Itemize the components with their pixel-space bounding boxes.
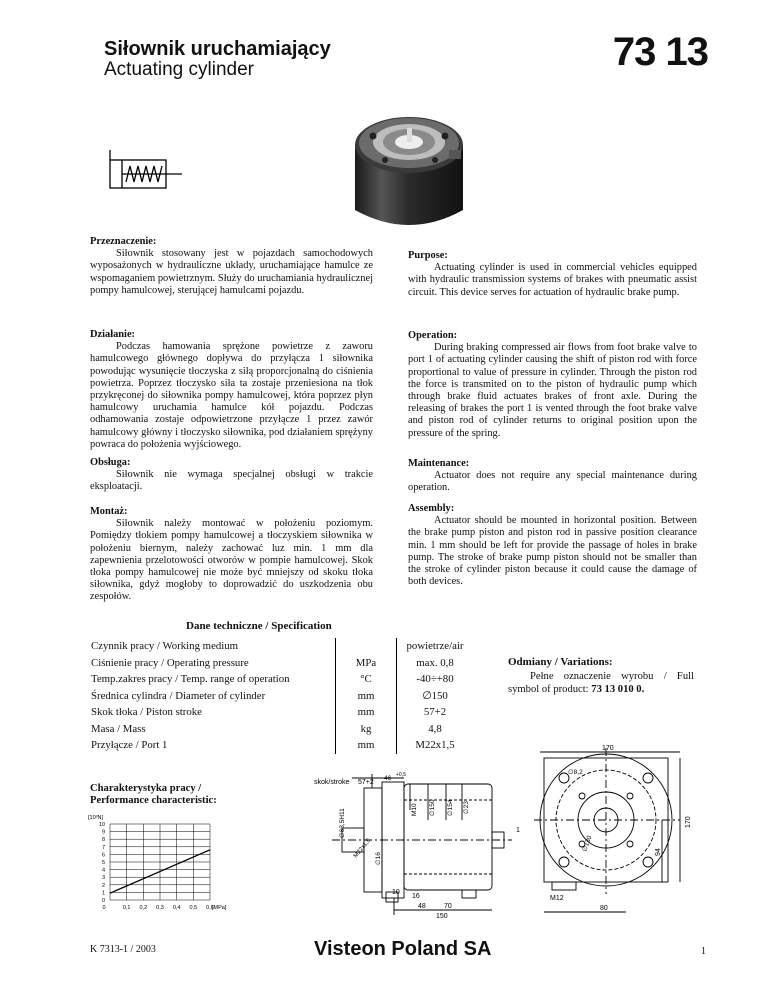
spec-unit: mm	[336, 737, 397, 754]
spec-value: 4,8	[428, 722, 442, 735]
spec-row	[87, 655, 473, 672]
company-name: Visteon Poland SA	[314, 938, 492, 960]
dim-23: ∅23	[463, 801, 470, 814]
dim-port-1: 1	[516, 827, 520, 834]
spec-row	[87, 671, 473, 688]
dim-16: 16	[412, 893, 420, 900]
dim-130: ∅130	[581, 834, 594, 853]
spec-value: M22x1,5	[415, 739, 455, 752]
spec-value: 57+2	[423, 706, 447, 719]
y-axis-label: [10³N]	[88, 815, 103, 821]
dim-m22: M22x1,5	[352, 837, 373, 860]
dim-m10: M10	[411, 803, 418, 816]
spec-unit: MPa	[336, 655, 397, 672]
spec-unit: °C	[336, 671, 397, 688]
dim-46: 46	[384, 775, 392, 782]
dim-170-height: 170	[685, 816, 692, 828]
section-maintenance-en	[408, 458, 697, 503]
performance-title	[90, 783, 217, 807]
section-maintenance-pl	[90, 457, 373, 506]
dim-150: ∅150	[429, 799, 436, 816]
dim-154: ∅154	[447, 799, 454, 816]
y-tick-label: 3	[101, 875, 105, 882]
x-tick-label: 0,2	[139, 905, 148, 911]
spec-label: Skok tłoka / Piston stroke	[87, 704, 336, 721]
x-tick-label: 0	[102, 905, 106, 911]
dim-tolerance: +0,5	[396, 772, 406, 778]
y-tick-label: 1	[101, 890, 105, 897]
y-tick-label: 2	[101, 882, 105, 889]
section-purpose-pl	[90, 236, 373, 329]
variations-body	[508, 671, 694, 696]
spec-row	[87, 721, 473, 738]
section-title: Maintenance:	[408, 458, 470, 469]
x-axis-label: [MPa]	[212, 905, 227, 911]
title-english: Actuating cylinder	[104, 59, 254, 80]
y-tick-label: 8	[101, 837, 105, 844]
y-tick-label: 0	[101, 898, 105, 904]
section-purpose-en	[408, 250, 697, 330]
section-title: Przeznaczenie:	[90, 236, 157, 247]
x-tick-label: 0,3	[156, 905, 164, 911]
stroke-label: skok/stroke	[314, 779, 350, 786]
section-title: Purpose:	[408, 250, 448, 261]
y-tick-label: 4	[101, 867, 105, 874]
dim-170-width: 170	[602, 745, 614, 752]
x-tick-label: 0,4	[172, 905, 181, 911]
section-body: Actuator does not require any special maintenance during operation.	[408, 470, 697, 494]
spec-row	[87, 737, 473, 754]
y-tick-label: 10	[98, 822, 105, 828]
section-body: Actuator should be mounted in horizontal position. Between the brake pump piston and piston rod in passive position clearance min. 1 mm should be left for provide the passage of holes in brake pump. The stroke of brake pump piston should not be smaller than the stroke of cylinder piston because it could cause the damage of both devices.	[408, 515, 697, 588]
spec-title: Dane techniczne / Specification	[186, 620, 332, 632]
spec-row	[87, 688, 473, 705]
x-tick-label: 0,5	[189, 905, 198, 911]
title-polish: Siłownik uruchamiający	[104, 38, 331, 60]
product-code: 73 13	[612, 30, 708, 74]
spec-value: ∅150	[422, 690, 448, 703]
document-code: K 7313-1 / 2003	[90, 944, 156, 955]
section-title: Obsługa:	[90, 457, 131, 468]
spec-unit: mm	[336, 688, 397, 705]
section-body: During braking compressed air flows from foot brake valve to port 1 of actuating cylinder causing the shift of piston rod with force proportional to value of pressure in cylinder. Through the piston rod the force is transmited on to the piston of hydraulic pump which through brake fluid actuates brakes of front axle. During the releasing of brakes the port 1 is vented through the foot brake valve and piston rod of cylinder returns to original position upon the pressure of the spring.	[408, 342, 697, 439]
section-title: Assembly:	[408, 503, 455, 514]
spec-label: Masa / Mass	[87, 721, 336, 738]
y-tick-label: 9	[101, 829, 105, 836]
spec-unit: kg	[336, 721, 397, 738]
technical-drawing-side-view	[312, 770, 522, 920]
variations-text: Pełne oznaczenie wyrobu / Full symbol of product:	[508, 671, 694, 695]
spec-unit: mm	[336, 704, 397, 721]
spec-row	[87, 638, 473, 655]
performance-chart	[86, 812, 246, 914]
section-body: Podczas hamowania sprężone powietrze z zaworu hamulcowego głównego dopływa do przyłącza 1 siłownika powodując wysunięcie tłoczyska z siłą proporcjonalną do ciśnienia powietrza. Poprzez tłoczysko siła ta zostaje przeniesiona na tłok przykręconej do siłownika pompy hamulcowej, która poprzez płyn hamulcowy uruchamia hamulce kół pojazdu. Podczas odhamowania zostaje odpowietrzone przyłącze 1 przez zawór hamulcowy główny i tłoczysko siłownika, pod działaniem sprężyny powraca do położenia wyjściowego.	[90, 341, 373, 450]
spec-label: Ciśnienie pracy / Operating pressure	[87, 655, 336, 672]
product-photo	[345, 100, 473, 235]
section-title: Montaż:	[90, 506, 128, 517]
spec-label: Średnica cylindra / Diameter of cylinder	[87, 688, 336, 705]
dim-m12: M12	[550, 895, 564, 902]
spec-label: Temp.zakres pracy / Temp. range of operation	[87, 671, 336, 688]
performance-title-pl: Charakterystyka pracy /	[90, 783, 202, 794]
spec-value: powietrze/air	[406, 640, 464, 653]
x-tick-label: 0,6	[206, 905, 214, 911]
dim-94: 94	[655, 848, 662, 856]
page-number: 1	[701, 946, 706, 957]
spec-table	[87, 638, 473, 754]
dim-8-2: ∅8,2	[568, 769, 583, 776]
variations-title: Odmiany / Variations:	[508, 656, 613, 668]
spec-value: -40÷+80	[416, 673, 454, 686]
section-operation-en	[408, 330, 697, 458]
dim-10: 10	[392, 889, 400, 896]
y-tick-label: 5	[101, 860, 105, 866]
y-tick-label: 6	[101, 852, 105, 859]
section-body: Siłownik stosowany jest w pojazdach samochodowych wyposażonych w hydrauliczne układy, uruchamiające hamulce ze wspomaganiem powietrznym. Służy do uruchamiania hydraulicznej pompy hamulcowej, sterującej hamulcami pojazdu.	[90, 248, 373, 296]
spec-value: max. 0,8	[416, 656, 454, 669]
stroke-value: 57+2	[358, 779, 374, 786]
spec-row	[87, 704, 473, 721]
dim-16-dia: ∅16	[375, 852, 382, 865]
dim-70: 70	[444, 903, 452, 910]
cylinder-schematic-symbol	[104, 148, 184, 198]
performance-title-en: Performance characteristic:	[90, 795, 217, 806]
section-body: Actuating cylinder is used in commercial vehicles equipped with hydraulic transmission systems of brakes with pneumatic assist circuit. This device serves for actuation of hydraulic brake pump.	[408, 262, 697, 298]
left-column	[90, 236, 373, 604]
dim-48: 48	[418, 903, 426, 910]
section-body: Siłownik należy montować w położeniu poziomym. Pomiędzy tłokiem pompy hamulcowej a tłoczyskiem siłownika w położeniu biernym, należy zachować luz min. 1 mm dla zapewnienia przelotowości otworów w pompie hamulcowej. Skok tłoka pompy hamulcowej nie może być mniejszy od skoku tłoka siłownika, gdyż mogłoby to doprowadzić do uszkodzenia obu zespołów.	[90, 518, 373, 603]
spec-label: Czynnik pracy / Working medium	[87, 638, 336, 655]
section-title: Operation:	[408, 330, 458, 341]
dim-80: 80	[600, 905, 608, 912]
spec-label: Przyłącze / Port 1	[87, 737, 336, 754]
section-title: Działanie:	[90, 329, 136, 340]
section-assembly-pl	[90, 506, 373, 604]
variations-product-symbol: 73 13 010 0.	[591, 683, 645, 695]
spec-unit	[336, 638, 397, 655]
right-column	[408, 250, 697, 588]
dim-63-5: ∅63,5H11	[339, 808, 346, 838]
dim-150-length: 150	[436, 913, 448, 920]
section-operation-pl	[90, 329, 373, 457]
y-tick-label: 7	[101, 844, 105, 851]
section-body: Siłownik nie wymaga specjalnej obsługi w trakcie eksploatacji.	[90, 469, 373, 493]
section-assembly-en	[408, 503, 697, 588]
x-tick-label: 0,1	[122, 905, 131, 911]
technical-drawing-front-view	[530, 744, 698, 920]
